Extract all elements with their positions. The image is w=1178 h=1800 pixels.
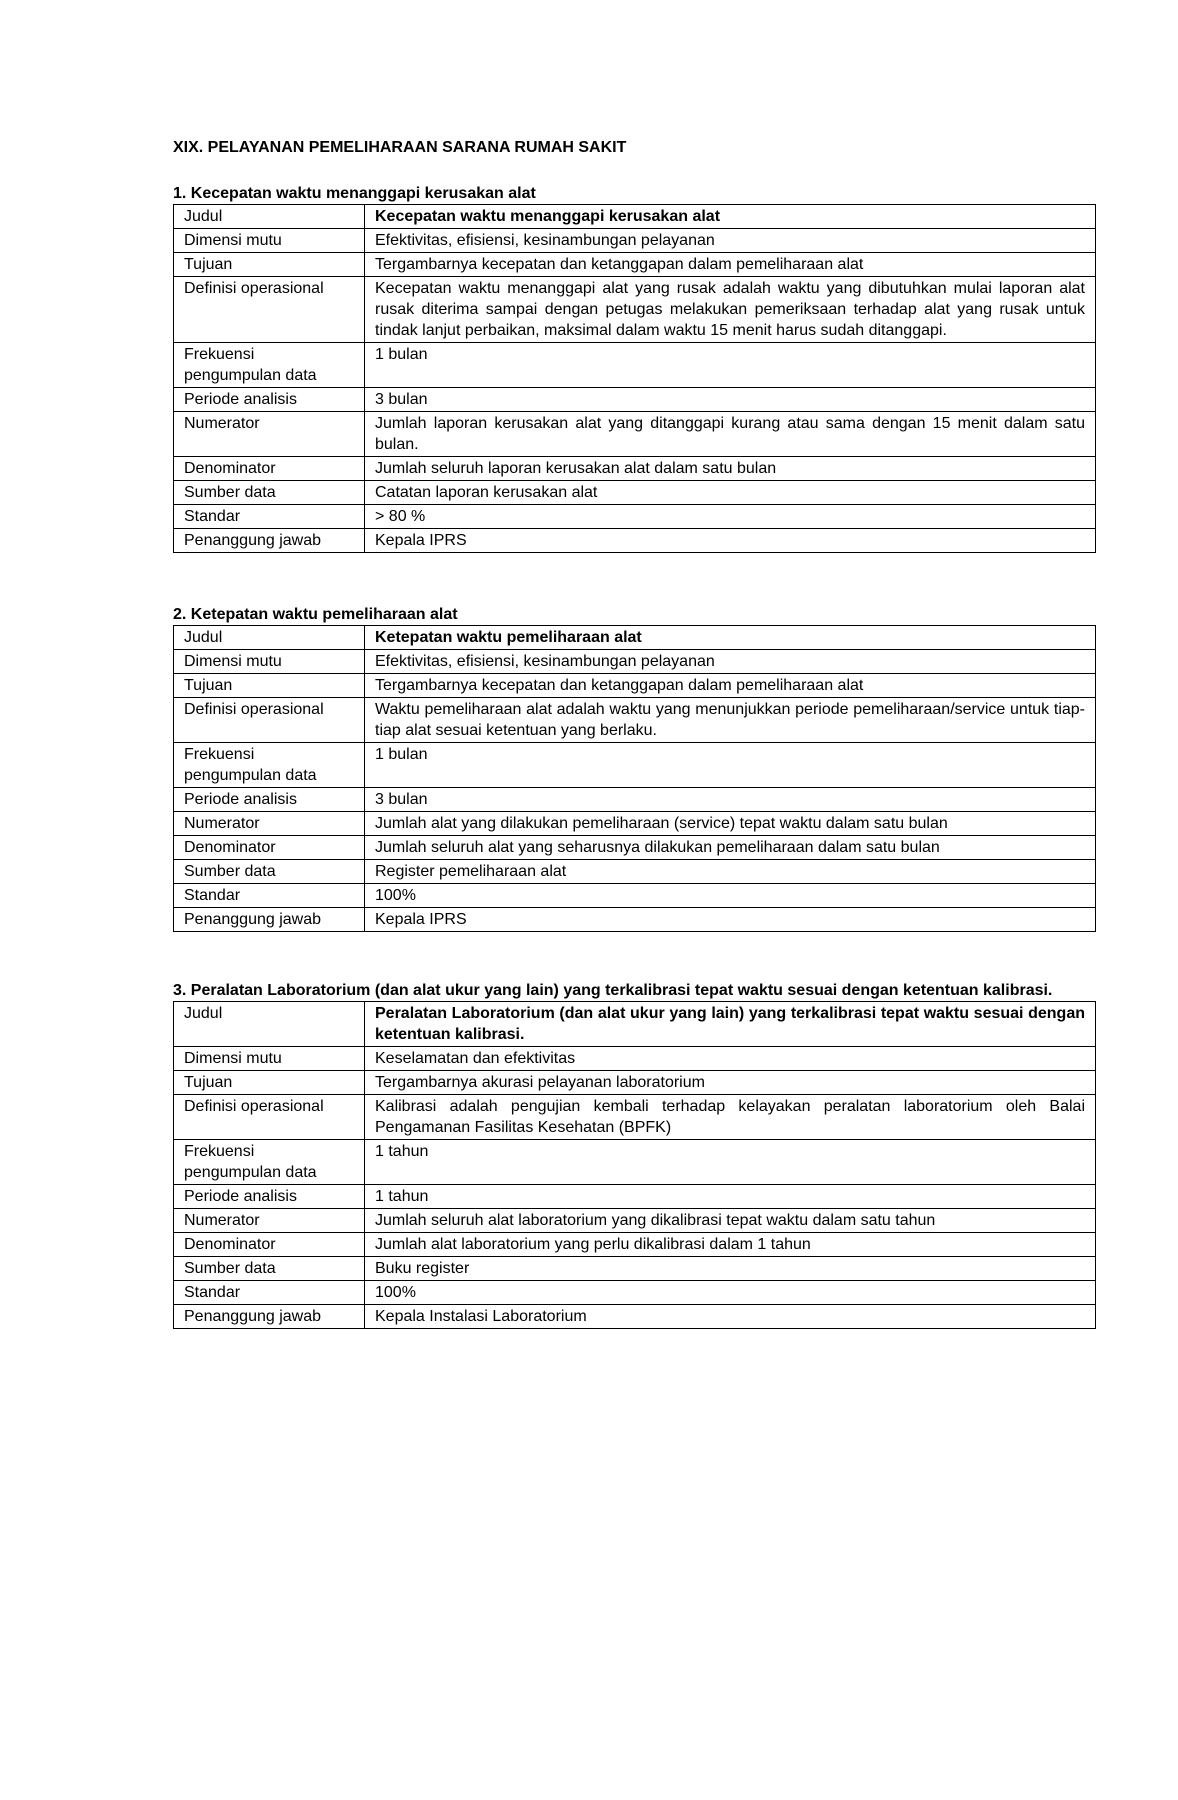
table-row <box>174 277 1096 343</box>
row-label: Numerator <box>174 412 365 457</box>
table-row <box>174 481 1096 505</box>
row-value: Register pemeliharaan alat <box>365 860 1096 884</box>
row-value: Buku register <box>365 1257 1096 1281</box>
row-value: Kepala Instalasi Laboratorium <box>365 1305 1096 1329</box>
row-label: Dimensi mutu <box>174 1047 365 1071</box>
table-row <box>174 674 1096 698</box>
table-row <box>174 1002 1096 1047</box>
indicator-section-3 <box>173 981 1096 1329</box>
table-row <box>174 860 1096 884</box>
row-label: Dimensi mutu <box>174 229 365 253</box>
row-label: Dimensi mutu <box>174 650 365 674</box>
row-value: 100% <box>365 884 1096 908</box>
table-row <box>174 253 1096 277</box>
row-label: Judul <box>174 626 365 650</box>
table-row <box>174 698 1096 743</box>
row-value: Jumlah seluruh alat laboratorium yang dikalibrasi tepat waktu dalam satu tahun <box>365 1209 1096 1233</box>
row-label: Denominator <box>174 457 365 481</box>
row-label: Tujuan <box>174 253 365 277</box>
section-heading: 2. Ketepatan waktu pemeliharaan alat <box>173 606 458 623</box>
table-row <box>174 626 1096 650</box>
table-row <box>174 1305 1096 1329</box>
table-row <box>174 1281 1096 1305</box>
row-label: Numerator <box>174 812 365 836</box>
row-value: Catatan laporan kerusakan alat <box>365 481 1096 505</box>
row-value: Ketepatan waktu pemeliharaan alat <box>365 626 1096 650</box>
document-page <box>173 138 1096 1329</box>
row-value: Jumlah alat yang dilakukan pemeliharaan (service) tepat waktu dalam satu bulan <box>365 812 1096 836</box>
row-label: Tujuan <box>174 674 365 698</box>
row-label: Periode analisis <box>174 388 365 412</box>
row-label: Frekuensi pengumpulan data <box>174 343 365 388</box>
row-value: Kepala IPRS <box>365 529 1096 553</box>
table-row <box>174 908 1096 932</box>
row-label: Definisi operasional <box>174 1095 365 1140</box>
row-value: Tergambarnya kecepatan dan ketanggapan dalam pemeliharaan alat <box>365 253 1096 277</box>
row-label: Standar <box>174 505 365 529</box>
section-spacer <box>173 553 1096 605</box>
table-row <box>174 1095 1096 1140</box>
row-label: Frekuensi pengumpulan data <box>174 1140 365 1185</box>
table-row <box>174 412 1096 457</box>
row-value: Waktu pemeliharaan alat adalah waktu yang menunjukkan periode pemeliharaan/service untuk tiap-tiap alat sesuai ketentuan yang berlaku. <box>365 698 1096 743</box>
row-value: > 80 % <box>365 505 1096 529</box>
row-label: Denominator <box>174 1233 365 1257</box>
row-label: Definisi operasional <box>174 277 365 343</box>
indicator-section-1 <box>173 184 1096 553</box>
table-row <box>174 1047 1096 1071</box>
row-value: 3 bulan <box>365 788 1096 812</box>
row-label: Sumber data <box>174 860 365 884</box>
row-label: Judul <box>174 1002 365 1047</box>
row-label: Standar <box>174 884 365 908</box>
row-value: Jumlah seluruh alat yang seharusnya dilakukan pemeliharaan dalam satu bulan <box>365 836 1096 860</box>
row-value: Efektivitas, efisiensi, kesinambungan pelayanan <box>365 229 1096 253</box>
indicator-section-2 <box>173 605 1096 932</box>
row-label: Penanggung jawab <box>174 908 365 932</box>
row-label: Standar <box>174 1281 365 1305</box>
section-heading: 3. Peralatan Laboratorium (dan alat ukur yang lain) yang terkalibrasi tepat waktu sesuai dengan ketentuan kalibrasi. <box>173 982 1053 999</box>
row-value: Tergambarnya kecepatan dan ketanggapan dalam pemeliharaan alat <box>365 674 1096 698</box>
section-heading: 1. Kecepatan waktu menanggapi kerusakan alat <box>173 185 536 202</box>
row-value: Keselamatan dan efektivitas <box>365 1047 1096 1071</box>
table-row <box>174 1209 1096 1233</box>
row-value: Peralatan Laboratorium (dan alat ukur yang lain) yang terkalibrasi tepat waktu sesuai dengan ketentuan kalibrasi. <box>365 1002 1096 1047</box>
table-row <box>174 884 1096 908</box>
table-row <box>174 788 1096 812</box>
indicator-table <box>173 625 1096 932</box>
table-row <box>174 1140 1096 1185</box>
table-row <box>174 343 1096 388</box>
table-row <box>174 505 1096 529</box>
row-value: 1 bulan <box>365 743 1096 788</box>
row-value: 1 bulan <box>365 343 1096 388</box>
row-value: 1 tahun <box>365 1140 1096 1185</box>
row-label: Sumber data <box>174 481 365 505</box>
row-label: Denominator <box>174 836 365 860</box>
row-label: Numerator <box>174 1209 365 1233</box>
row-value: 1 tahun <box>365 1185 1096 1209</box>
row-value: Efektivitas, efisiensi, kesinambungan pelayanan <box>365 650 1096 674</box>
row-value: Kepala IPRS <box>365 908 1096 932</box>
table-row <box>174 836 1096 860</box>
table-row <box>174 229 1096 253</box>
indicator-table <box>173 1001 1096 1329</box>
row-label: Definisi operasional <box>174 698 365 743</box>
table-row <box>174 1071 1096 1095</box>
row-value: Kalibrasi adalah pengujian kembali terhadap kelayakan peralatan laboratorium oleh Balai Pengamanan Fasilitas Kesehatan (BPFK) <box>365 1095 1096 1140</box>
table-row <box>174 1185 1096 1209</box>
row-value: Kecepatan waktu menanggapi kerusakan alat <box>365 205 1096 229</box>
row-value: Jumlah seluruh laporan kerusakan alat dalam satu bulan <box>365 457 1096 481</box>
table-row <box>174 1257 1096 1281</box>
indicator-table <box>173 204 1096 553</box>
row-label: Penanggung jawab <box>174 1305 365 1329</box>
table-row <box>174 529 1096 553</box>
table-row <box>174 388 1096 412</box>
table-row <box>174 1233 1096 1257</box>
row-value: Jumlah alat laboratorium yang perlu dikalibrasi dalam 1 tahun <box>365 1233 1096 1257</box>
table-row <box>174 743 1096 788</box>
table-row <box>174 205 1096 229</box>
row-label: Tujuan <box>174 1071 365 1095</box>
row-value: Tergambarnya akurasi pelayanan laboratorium <box>365 1071 1096 1095</box>
table-row <box>174 812 1096 836</box>
row-label: Frekuensi pengumpulan data <box>174 743 365 788</box>
row-label: Periode analisis <box>174 1185 365 1209</box>
table-row <box>174 650 1096 674</box>
row-value: Jumlah laporan kerusakan alat yang ditanggapi kurang atau sama dengan 15 menit dalam satu bulan. <box>365 412 1096 457</box>
row-label: Periode analisis <box>174 788 365 812</box>
row-value: 100% <box>365 1281 1096 1305</box>
row-label: Sumber data <box>174 1257 365 1281</box>
row-value: Kecepatan waktu menanggapi alat yang rusak adalah waktu yang dibutuhkan mulai laporan alat rusak diterima sampai dengan petugas melakukan pemeriksaan terhadap alat yang rusak untuk tindak lanjut perbaikan, maksimal dalam waktu 15 menit harus sudah ditanggapi. <box>365 277 1096 343</box>
row-value: 3 bulan <box>365 388 1096 412</box>
row-label: Judul <box>174 205 365 229</box>
section-spacer <box>173 932 1096 981</box>
document-title: XIX. PELAYANAN PEMELIHARAAN SARANA RUMAH SAKIT <box>173 139 627 156</box>
row-label: Penanggung jawab <box>174 529 365 553</box>
table-row <box>174 457 1096 481</box>
